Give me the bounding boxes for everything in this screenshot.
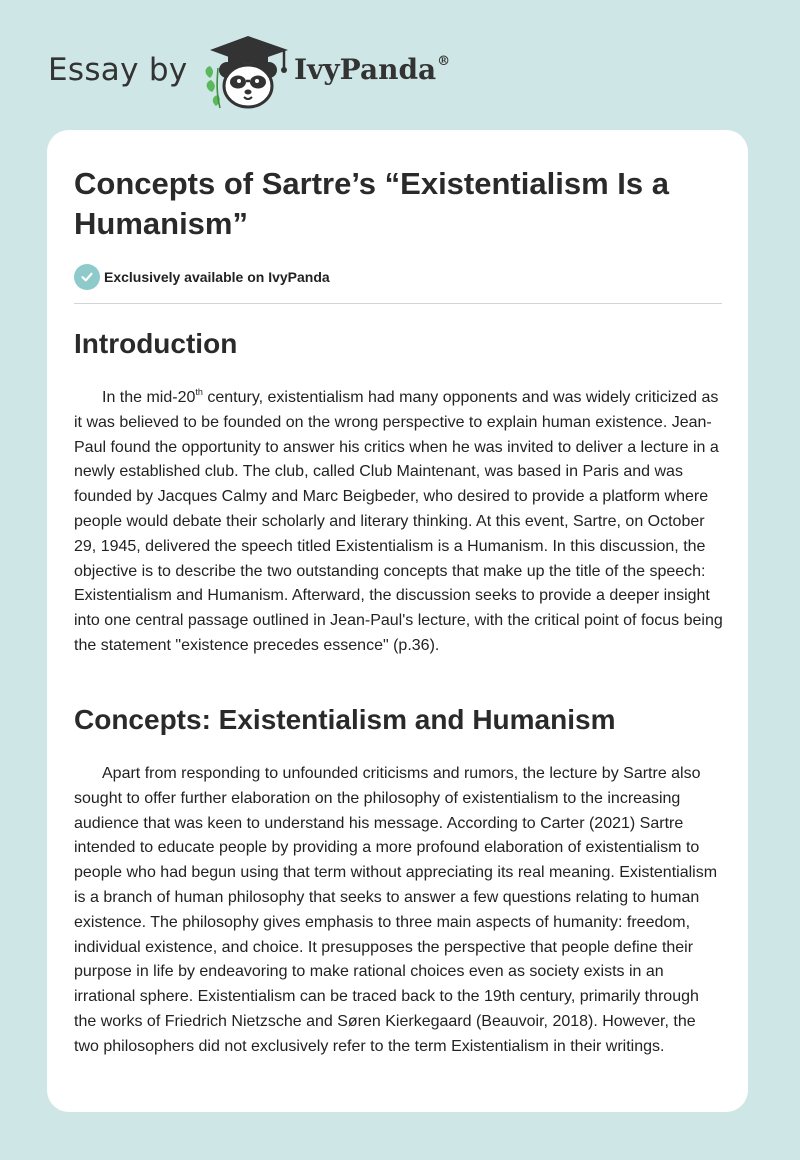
panda-logo-icon[interactable] <box>200 34 292 110</box>
essay-title: Concepts of Sartre’s “Existentialism Is a Humanism” <box>74 166 669 241</box>
badge-text: Exclusively available on IvyPanda <box>104 269 330 285</box>
section-heading-introduction: Introduction <box>74 328 238 359</box>
site-header <box>0 0 800 130</box>
section-paragraph-introduction <box>74 386 724 659</box>
section-paragraph-concepts: Apart from responding to unfounded criticisms and rumors, the lecture by Sartre also sought to offer further elaboration on the philosophy of existentialism to the increasing audience that was keen to understand his message. According to Carter (2021) Sartre intended to educate people by providing a more profound elaboration of existentialism to people who had begun using that term without appreciating its real meaning. Existentialism is a branch of human philosophy that seeks to answer a few questions relating to human existence. The philosophy gives emphasis to three main aspects of humanity: freedom, individual existence, and choice. It presupposes the perspective that people define their purpose in life by endeavoring to make rational choices even as society exists in an irrational sphere. Existentialism can be traced back to the 19th century, primarily through the works of Friedrich Nietzsche and Søren Kierkegaard (Beauvoir, 2018). However, the two philosophers did not exclusively refer to the term Existentialism in their writings. <box>74 765 718 1055</box>
brand-prefix: Essay by <box>48 52 188 88</box>
check-icon <box>74 264 100 290</box>
brand-name-text: IvyPanda <box>294 53 437 86</box>
divider <box>74 303 722 304</box>
paragraph-text-start: In the mid-20 <box>102 389 196 406</box>
essay-card <box>47 130 748 1112</box>
section-heading-concepts: Concepts: Existentialism and Humanism <box>74 704 616 735</box>
ordinal-suffix: th <box>195 386 203 397</box>
paragraph-text-rest: century, existentialism had many opponents and was widely criticized as it was believed to be founded on the wrong perspective to explain human existence. Jean-Paul found the opportunity to answer his critics when he was invited to deliver a lecture in a newly established club. The club, called Club Maintenant, was based in Paris and was founded by Jacques Calmy and Marc Beigbeder, who desired to provide a platform where people would debate their scholarly and literary thinking. At this event, Sartre, on October 29, 1945, delivered the speech titled Existentialism is a Humanism. In this discussion, the objective is to describe the two outstanding concepts that make up the title of the speech: Existentialism and Humanism. Afterward, the discussion seeks to provide a deeper insight into one central passage outlined in Jean-Paul's lecture, with the critical point of focus being the statement "existence precedes essence" (p.36). <box>74 389 723 654</box>
registered-mark: ® <box>437 53 451 69</box>
brand-name[interactable] <box>294 53 450 86</box>
exclusive-badge <box>74 264 330 290</box>
